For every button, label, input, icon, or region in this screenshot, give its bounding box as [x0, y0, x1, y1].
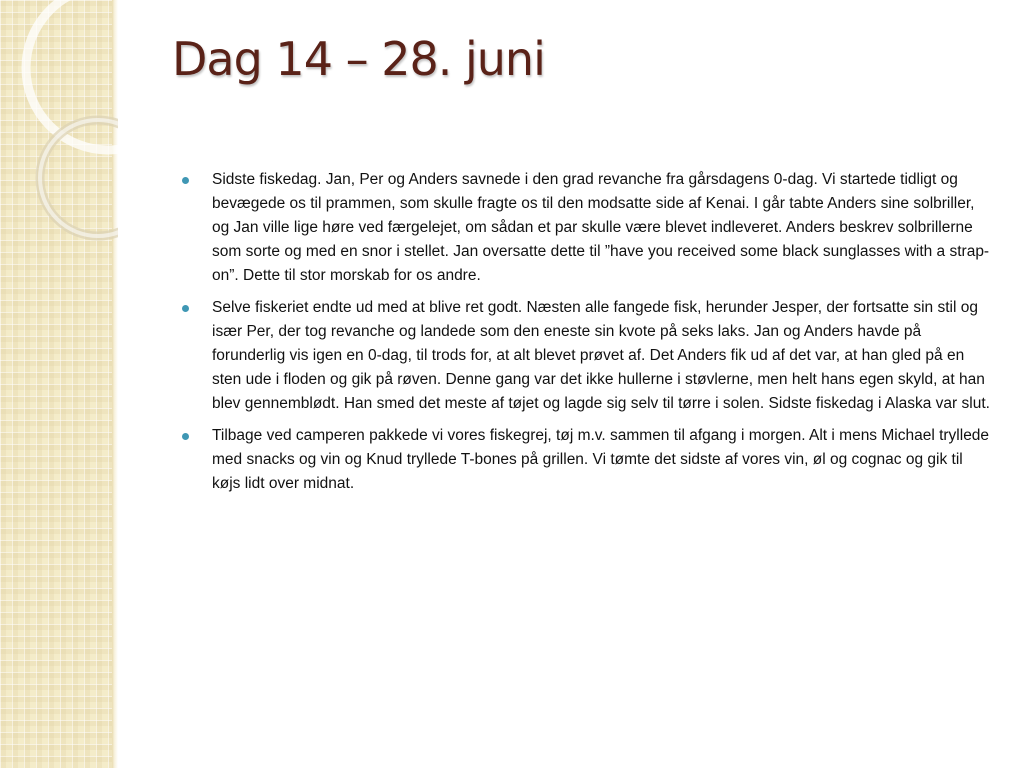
bullet-text: Tilbage ved camperen pakkede vi vores fiskegrej, tøj m.v. sammen til afgang i morgen. Alt i mens Michael tryllede med snacks og vin og Knud tryllede T-bones på grillen. Vi tømte det sidste af vores vin, øl og cognac og gik til køjs lidt over midnat. — [212, 427, 990, 492]
bullet-text: Sidste fiskedag. Jan, Per og Anders savnede i den grad revanche fra gårsdagens 0-dag. Vi startede tidligt og bevægede os til prammen, som skulle fragte os til den modsatte side af Kenai. I går tabte Anders sine solbriller, og Jan ville lige høre ved færgelejet, om sådan et par skulle være blevet indleveret. Anders beskrev solbrillerne som sorte og med en snor i stellet. Jan oversatte dette til ”have you received some black sunglasses with a strap-on”. Dette til stor morskab for os andre. — [212, 171, 990, 284]
bullet-text: Selve fiskeriet endte ud med at blive ret godt. Næsten alle fangede fisk, herunder Jesper, der fortsatte sin stil og især Per, der tog revanche og landede som den eneste sin kvote på seks laks. Jan og Anders havde på forunderlig vis igen en 0-dag, til trods for, at alt blevet prøvet af. Det Anders fik ud af det var, at han gled på en sten ude i floden og gik på røven. Denne gang var det ikke hullerne i støvlerne, men helt hans egen skyld, at han blev gennemblødt. Han smed det meste af tøjet og lagde sig selv til tørre i solen. Sidste fiskedag i Alaska var slut. — [212, 299, 990, 412]
bullet-dot-icon — [182, 305, 189, 312]
bullet-dot-icon — [182, 433, 189, 440]
bullet-list — [180, 168, 992, 496]
ring-lower — [40, 120, 118, 236]
bullet-item — [180, 296, 992, 416]
bullet-item — [180, 424, 992, 496]
decorative-rings — [0, 0, 118, 260]
bullet-item — [180, 168, 992, 288]
slide-title: Dag 14 – 28. juni — [172, 32, 545, 86]
slide-content — [180, 168, 992, 504]
bullet-dot-icon — [182, 177, 189, 184]
